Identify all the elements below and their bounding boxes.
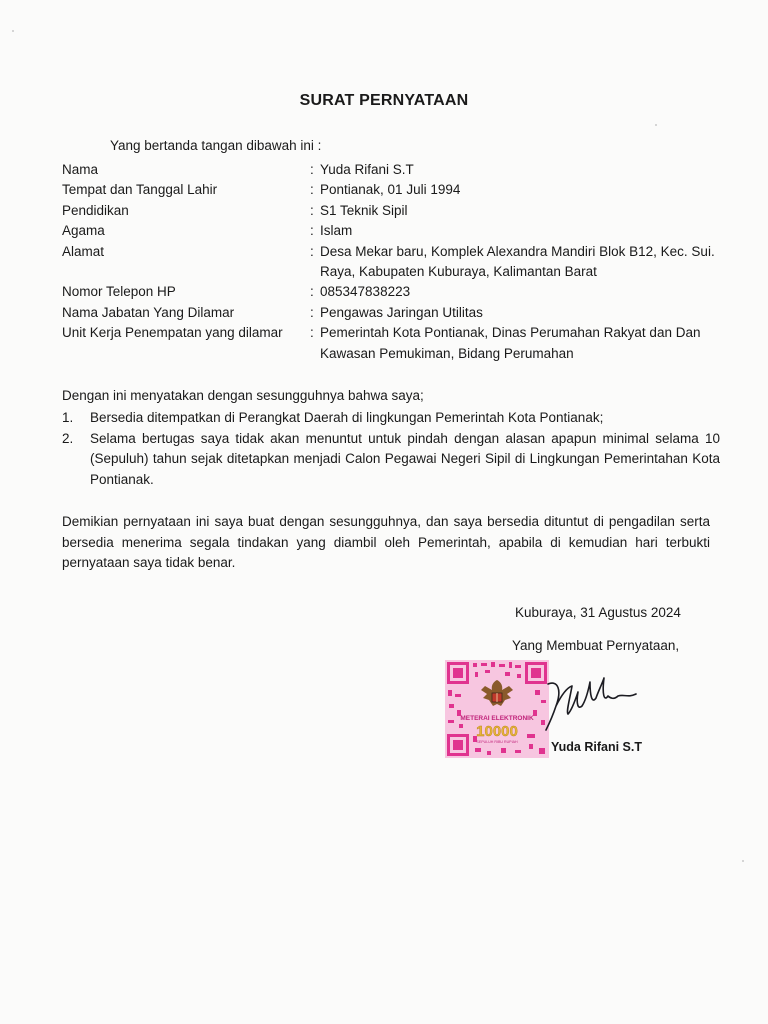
declaration-text: Dengan ini menyatakan dengan sesungguhnya bahwa saya; bbox=[62, 388, 424, 403]
field-value: Yuda Rifani S.T bbox=[320, 162, 414, 177]
identity-row bbox=[62, 221, 742, 241]
field-value: Pengawas Jaringan Utilitas bbox=[320, 304, 483, 320]
field-value-wrap bbox=[310, 221, 730, 241]
list-number: 2. bbox=[62, 430, 74, 446]
list-text: Selama bertugas saya tidak akan menuntut untuk pindah dengan alasan apapun minimal selama 10 (Sepuluh) tahun sejak ditetapkan menjadi Calon Pegawai Negeri Sipil di Lingkungan Pemerintahan Kota Pontianak. bbox=[90, 430, 720, 487]
field-value: Desa Mekar baru, Komplek Alexandra Mandiri Blok B12, Kec. Sui. Raya, Kabupaten Kuburaya, Kalimantan Barat bbox=[320, 243, 715, 280]
list-text: Bersedia ditempatkan di Perangkat Daerah di lingkungan Pemerintah Kota Pontianak; bbox=[90, 410, 604, 425]
list-number: 1. bbox=[62, 410, 74, 425]
field-value: Islam bbox=[320, 223, 353, 239]
field-value-wrap bbox=[310, 180, 730, 200]
identity-row bbox=[62, 303, 742, 323]
field-colon: : bbox=[310, 223, 314, 239]
signature bbox=[540, 668, 650, 740]
stamp-label: METERAI ELEKTRONIK bbox=[460, 715, 534, 722]
identity-table bbox=[62, 160, 742, 364]
identity-row bbox=[62, 201, 742, 221]
statement-list bbox=[62, 408, 720, 490]
identity-row bbox=[62, 282, 742, 302]
field-value-wrap bbox=[310, 201, 730, 221]
field-label: Nama Jabatan Yang Dilamar bbox=[62, 304, 235, 320]
field-label: Nomor Telepon HP bbox=[62, 284, 176, 300]
meterai-stamp bbox=[445, 660, 549, 758]
identity-row bbox=[62, 160, 742, 180]
stamp-value: 10000 bbox=[476, 723, 518, 740]
field-value-wrap bbox=[310, 282, 730, 302]
identity-row bbox=[62, 242, 742, 283]
field-label: Alamat bbox=[62, 243, 105, 259]
field-value-wrap bbox=[310, 242, 730, 283]
field-value: 085347838223 bbox=[320, 284, 411, 300]
scan-speck bbox=[655, 124, 657, 126]
field-label: Unit Kerja Penempatan yang dilamar bbox=[62, 325, 283, 341]
field-value-wrap bbox=[310, 303, 730, 323]
field-colon: : bbox=[310, 162, 314, 177]
maker-label: Yang Membuat Pernyataan, bbox=[512, 638, 680, 653]
field-value-wrap bbox=[310, 160, 730, 180]
identity-row bbox=[62, 180, 742, 200]
stamp-sublabel: SEPULUH RIBU RUPIAH bbox=[476, 740, 518, 744]
field-label: Agama bbox=[62, 223, 105, 239]
signer-name: Yuda Rifani S.T bbox=[551, 740, 642, 754]
place-date: Kuburaya, 31 Agustus 2024 bbox=[515, 605, 681, 620]
document-title: SURAT PERNYATAAN bbox=[299, 92, 469, 109]
field-label: Tempat dan Tanggal Lahir bbox=[62, 182, 218, 198]
field-value-wrap bbox=[310, 323, 730, 364]
list-item bbox=[62, 408, 720, 429]
field-colon: : bbox=[310, 182, 314, 198]
field-colon: : bbox=[310, 325, 314, 341]
identity-row bbox=[62, 323, 742, 364]
field-value: Pontianak, 01 Juli 1994 bbox=[320, 182, 461, 198]
intro-text: Yang bertanda tangan dibawah ini : bbox=[110, 138, 322, 153]
field-value: Pemerintah Kota Pontianak, Dinas Perumahan Rakyat dan Dan Kawasan Pemukiman, Bidang Perumahan bbox=[320, 325, 701, 361]
closing-paragraph: Demikian pernyataan ini saya buat dengan sesungguhnya, dan saya bersedia dituntut di pengadilan serta bersedia menerima segala tindakan yang diambil oleh Pemerintah, apabila di kemudian hari terbukti pernyataan saya tidak benar. bbox=[62, 514, 710, 570]
field-label: Pendidikan bbox=[62, 202, 129, 218]
list-item bbox=[62, 429, 720, 491]
field-value: S1 Teknik Sipil bbox=[320, 202, 408, 218]
field-colon: : bbox=[310, 304, 314, 320]
field-colon: : bbox=[310, 284, 314, 300]
field-colon: : bbox=[310, 202, 314, 218]
field-label: Nama bbox=[62, 162, 99, 177]
field-colon: : bbox=[310, 243, 314, 259]
scan-speck bbox=[12, 30, 14, 32]
scan-speck bbox=[742, 860, 744, 862]
